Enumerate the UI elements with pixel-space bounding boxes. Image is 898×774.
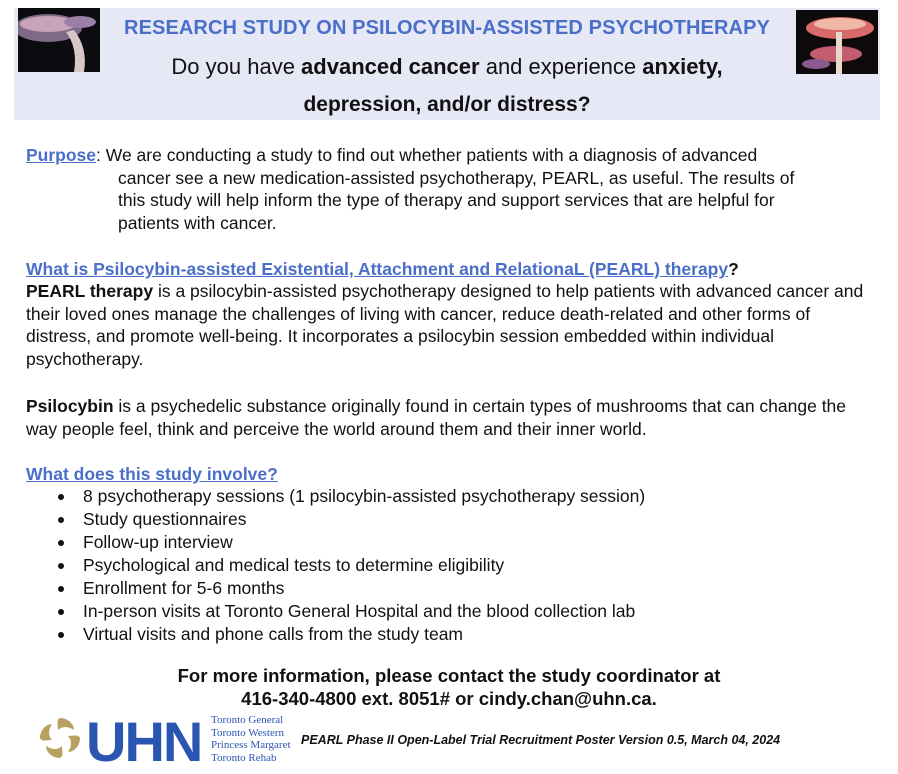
pearl-heading: What is Psilocybin-assisted Existential, Attachment and RelationaL (PEARL) therapy? bbox=[26, 259, 739, 279]
contact-info: For more information, please contact the study coordinator at 416-340-4800 ext. 8051# or cindy.chan@uhn.ca. bbox=[177, 665, 721, 709]
question-line-1: Do you have advanced cancer and experience anxiety, bbox=[171, 54, 723, 79]
involve-heading: What does this study involve? bbox=[26, 464, 278, 484]
question-line-2: depression, and/or distress? bbox=[303, 93, 591, 116]
purpose-paragraph: Purpose: We are conducting a study to find out whether patients with a diagnosis of advanced cancer see a new medication-assisted psychotherapy, PEARL, as useful. The results of this study will help inform the type of therapy and support services that are helpful for patients with cancer. bbox=[26, 145, 795, 233]
uhn-logo: UHN Toronto General Toronto Western Princess Margaret Toronto Rehab bbox=[36, 712, 296, 768]
list-item: 8 psychotherapy sessions (1 psilocybin-assisted psychotherapy session) bbox=[58, 485, 645, 508]
pearl-description: PEARL therapy is a psilocybin-assisted psychotherapy designed to help patients with advanced cancer and their loved ones manage the challenges of living with cancer, reduce death-related and other forms of distress, and promote well-being. It incorporates a psilocybin session embedded within individual psychotherapy. bbox=[26, 281, 864, 369]
involve-list bbox=[58, 485, 645, 646]
list-item: In-person visits at Toronto General Hospital and the blood collection lab bbox=[58, 600, 645, 623]
psilocybin-description: Psilocybin is a psychedelic substance originally found in certain types of mushrooms that can change the way people feel, think and perceive the world around them and their inner world. bbox=[26, 396, 847, 439]
list-item: Psychological and medical tests to determine eligibility bbox=[58, 554, 645, 577]
list-item: Study questionnaires bbox=[58, 508, 645, 531]
header-banner bbox=[14, 8, 880, 120]
version-note: PEARL Phase II Open-Label Trial Recruitment Poster Version 0.5, March 04, 2024 bbox=[301, 733, 781, 747]
list-item: Virtual visits and phone calls from the study team bbox=[58, 623, 645, 646]
study-title: RESEARCH STUDY ON PSILOCYBIN-ASSISTED PSYCHOTHERAPY bbox=[124, 17, 770, 39]
uhn-emblem-icon bbox=[36, 714, 84, 762]
mushroom-image-right bbox=[796, 10, 878, 74]
list-item: Enrollment for 5-6 months bbox=[58, 577, 645, 600]
list-item: Follow-up interview bbox=[58, 531, 645, 554]
hospital-list: Toronto General Toronto Western Princess Margaret Toronto Rehab bbox=[211, 714, 291, 764]
purpose-label: Purpose bbox=[26, 145, 97, 165]
